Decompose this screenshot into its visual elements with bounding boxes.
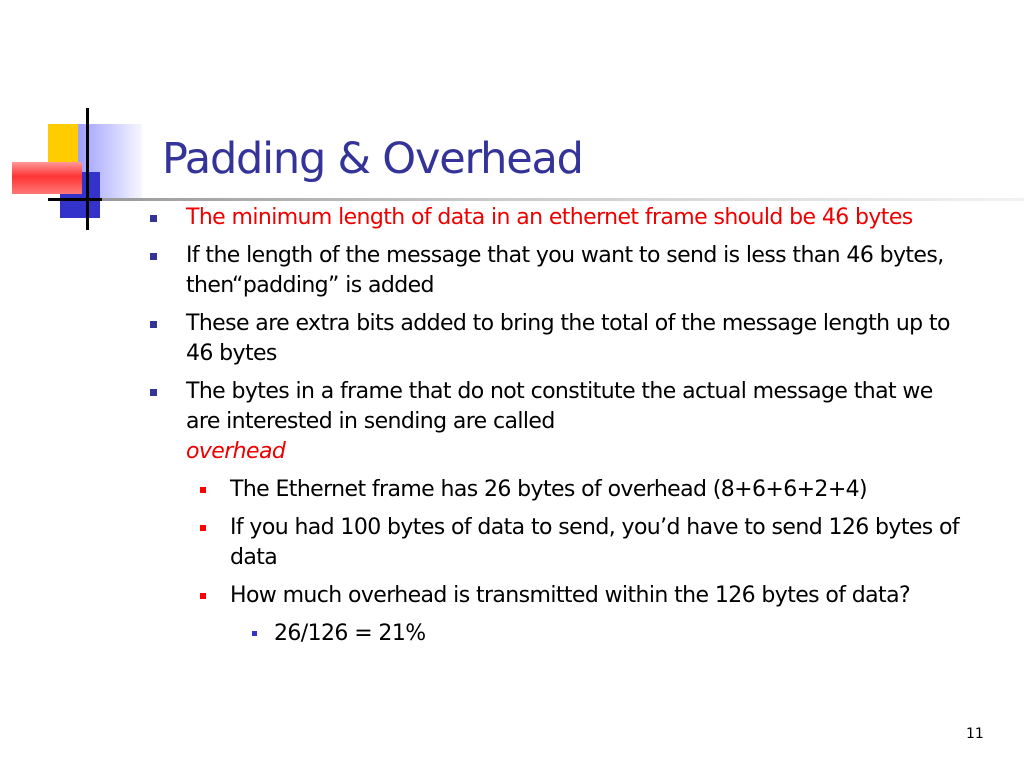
slide-content xyxy=(0,203,1024,649)
sub-bullet-question xyxy=(0,581,970,611)
overhead-term: overhead xyxy=(186,439,286,464)
bullet-min-length xyxy=(0,203,956,233)
square-bullet-icon xyxy=(252,631,257,636)
red-bar xyxy=(12,162,82,194)
square-bullet-icon xyxy=(150,321,157,328)
square-bullet-icon xyxy=(200,525,206,531)
bullet-text: These are extra bits added to bring the total of the message length up to 46 bytes xyxy=(186,311,950,366)
bullet-padding xyxy=(0,241,956,301)
square-bullet-icon xyxy=(150,389,157,396)
sub-sub-bullet-answer xyxy=(0,619,974,649)
page-number: 11 xyxy=(966,726,984,742)
square-bullet-icon xyxy=(200,487,206,493)
square-bullet-icon xyxy=(150,253,157,260)
bullet-text: 26/126 = 21% xyxy=(274,621,426,646)
square-bullet-icon xyxy=(200,593,206,599)
bullet-text: How much overhead is transmitted within the 126 bytes of data? xyxy=(230,583,911,608)
yellow-square xyxy=(48,124,78,162)
bullet-text: The minimum length of data in an ethernet frame should be 46 bytes xyxy=(186,205,913,230)
bullet-text: The bytes in a frame that do not constitute the actual message that we are interested in sending are called xyxy=(186,379,933,434)
bullet-text: The Ethernet frame has 26 bytes of overhead (8+6+6+2+4) xyxy=(230,477,868,502)
sub-bullet-100-bytes xyxy=(0,513,970,573)
bullet-text: If you had 100 bytes of data to send, you’d have to send 126 bytes of data xyxy=(230,515,960,570)
bullet-extra-bits xyxy=(0,309,956,369)
square-bullet-icon xyxy=(150,215,157,222)
sub-bullet-frame-overhead xyxy=(0,475,970,505)
slide-title: Padding & Overhead xyxy=(162,134,583,184)
title-divider xyxy=(102,198,1024,201)
bullet-text: If the length of the message that you want to send is less than 46 bytes, then“padding” is added xyxy=(186,243,944,298)
bullet-overhead-definition xyxy=(0,377,956,467)
